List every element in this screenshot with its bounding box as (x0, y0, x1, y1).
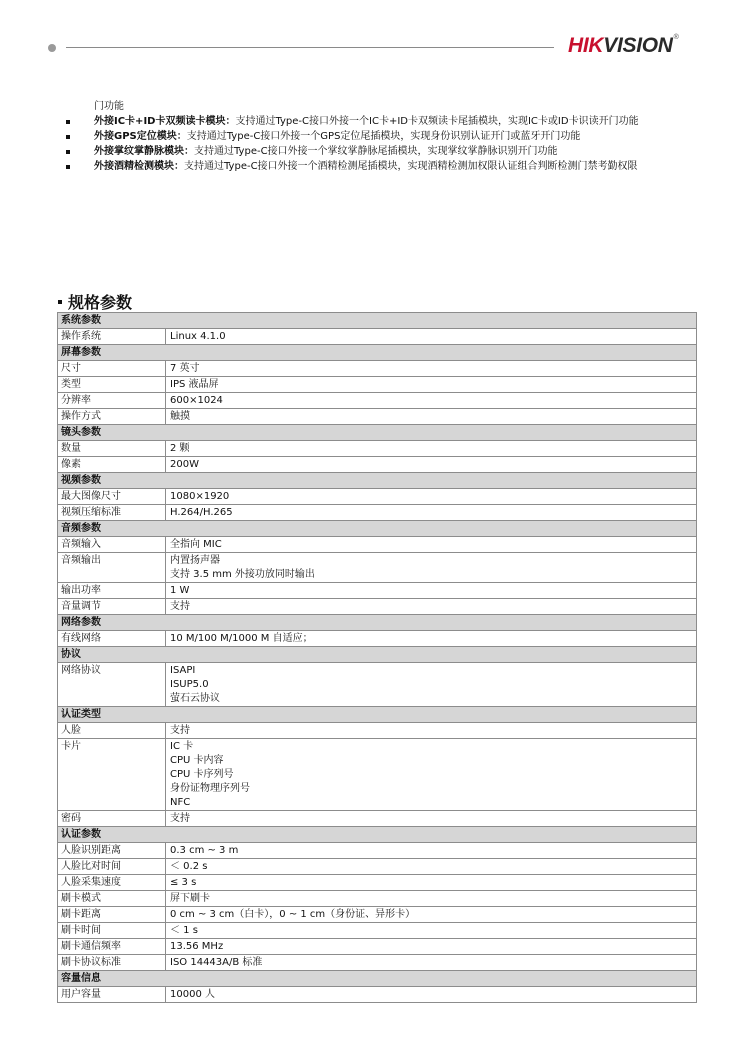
spec-category-label: 视频参数 (58, 473, 697, 489)
spec-value (166, 599, 697, 615)
spec-row (58, 939, 697, 955)
spec-value (166, 457, 697, 473)
spec-value (166, 537, 697, 553)
spec-table (57, 312, 697, 1003)
spec-key: 音频输入 (58, 537, 166, 553)
spec-key: 音量调节 (58, 599, 166, 615)
spec-value-line: 支持 (170, 813, 190, 824)
spec-row (58, 987, 697, 1003)
spec-value (166, 739, 697, 811)
spec-key: 用户容量 (58, 987, 166, 1003)
spec-category-label: 网络参数 (58, 615, 697, 631)
spec-value (166, 955, 697, 971)
spec-value (166, 441, 697, 457)
spec-value-line: NFC (170, 797, 191, 808)
spec-value-line: 10000 人 (170, 989, 215, 1000)
spec-key: 像素 (58, 457, 166, 473)
spec-row (58, 409, 697, 425)
spec-value-line: 200W (170, 459, 199, 470)
spec-row (58, 843, 697, 859)
spec-key: 操作方式 (58, 409, 166, 425)
feature-title: 外接掌纹掌静脉模块： (94, 146, 194, 157)
spec-key: 有线网络 (58, 631, 166, 647)
spec-row (58, 739, 697, 811)
spec-value-line: IC 卡 (170, 741, 194, 752)
spec-value-line: 触摸 (170, 411, 190, 422)
spec-category-row (58, 971, 697, 987)
spec-row (58, 955, 697, 971)
spec-value-line: 10 M/100 M/1000 M 自适应； (170, 633, 313, 644)
spec-category-row (58, 313, 697, 329)
spec-value-line: 身份证物理序列号 (170, 783, 250, 794)
spec-category-row (58, 827, 697, 843)
spec-key: 视频压缩标准 (58, 505, 166, 521)
spec-value-line: 支持 (170, 601, 190, 612)
spec-value-line: ISAPI (170, 665, 196, 676)
spec-row (58, 505, 697, 521)
spec-value (166, 489, 697, 505)
spec-value (166, 875, 697, 891)
spec-row (58, 923, 697, 939)
spec-key: 类型 (58, 377, 166, 393)
spec-value-line: ＜ 0.2 s (170, 861, 208, 872)
spec-row (58, 457, 697, 473)
spec-category-label: 认证参数 (58, 827, 697, 843)
spec-value-line: CPU 卡序列号 (170, 769, 234, 780)
spec-value-line: 屏下刷卡 (170, 893, 210, 904)
spec-category-row (58, 707, 697, 723)
spec-value-line: 600×1024 (170, 395, 223, 406)
spec-category-row (58, 425, 697, 441)
spec-row (58, 583, 697, 599)
square-bullet-icon (66, 165, 70, 169)
spec-value (166, 329, 697, 345)
spec-category-label: 认证类型 (58, 707, 697, 723)
spec-key: 刷卡距离 (58, 907, 166, 923)
square-bullet-icon (66, 120, 70, 124)
spec-value (166, 631, 697, 647)
feature-text: 支持通过Type-C接口外接一个酒精检测尾插模块，实现酒精检测加权限认证组合判断检测门禁考勤权限 (184, 161, 638, 172)
square-bullet-icon (58, 300, 62, 304)
spec-value (166, 923, 697, 939)
spec-row (58, 489, 697, 505)
spec-value (166, 891, 697, 907)
header-dot (48, 44, 56, 52)
spec-key: 刷卡模式 (58, 891, 166, 907)
spec-category-label: 音频参数 (58, 521, 697, 537)
square-bullet-icon (66, 135, 70, 139)
spec-value (166, 907, 697, 923)
spec-row (58, 599, 697, 615)
spec-row (58, 441, 697, 457)
feature-continued-text: 门功能 (94, 101, 124, 112)
spec-row (58, 377, 697, 393)
spec-category-row (58, 473, 697, 489)
spec-row (58, 553, 697, 583)
spec-value-line: H.264/H.265 (170, 507, 233, 518)
spec-value (166, 723, 697, 739)
spec-key: 尺寸 (58, 361, 166, 377)
spec-value (166, 377, 697, 393)
spec-key: 数量 (58, 441, 166, 457)
section-title: 规格参数 (58, 290, 132, 313)
spec-key: 卡片 (58, 739, 166, 811)
spec-value (166, 859, 697, 875)
spec-value (166, 505, 697, 521)
spec-value-line: 萤石云协议 (170, 693, 220, 704)
spec-key: 刷卡通信频率 (58, 939, 166, 955)
feature-text: 支持通过Type-C接口外接一个IC卡+ID卡双频读卡尾插模块，实现IC卡或ID卡识读开门功能 (235, 116, 639, 127)
spec-row (58, 361, 697, 377)
spec-value-line: 1 W (170, 585, 190, 596)
spec-row (58, 811, 697, 827)
spec-row (58, 393, 697, 409)
spec-value-line: 7 英寸 (170, 363, 200, 374)
spec-value-line: 内置扬声器 (170, 555, 220, 566)
spec-key: 网络协议 (58, 663, 166, 707)
spec-value-line: ＜ 1 s (170, 925, 198, 936)
feature-item (64, 144, 674, 159)
feature-item (64, 129, 674, 144)
spec-key: 音频输出 (58, 553, 166, 583)
spec-key: 人脸比对时间 (58, 859, 166, 875)
spec-value (166, 987, 697, 1003)
spec-category-row (58, 345, 697, 361)
spec-row (58, 631, 697, 647)
spec-category-label: 屏幕参数 (58, 345, 697, 361)
spec-key: 人脸采集速度 (58, 875, 166, 891)
spec-value-line: ISUP5.0 (170, 679, 209, 690)
header-rule (66, 47, 554, 48)
spec-value-line: IPS 液晶屏 (170, 379, 219, 390)
spec-key: 人脸识别距离 (58, 843, 166, 859)
spec-category-row (58, 615, 697, 631)
spec-key: 输出功率 (58, 583, 166, 599)
spec-category-row (58, 647, 697, 663)
spec-key: 刷卡协议标准 (58, 955, 166, 971)
square-bullet-icon (66, 150, 70, 154)
feature-title: 外接IC卡+ID卡双频读卡模块： (94, 116, 236, 127)
spec-value-line: 13.56 MHz (170, 941, 224, 952)
spec-category-label: 系统参数 (58, 313, 697, 329)
spec-category-row (58, 521, 697, 537)
spec-category-label: 容量信息 (58, 971, 697, 987)
spec-row (58, 859, 697, 875)
feature-title: 外接酒精检测模块： (94, 161, 184, 172)
spec-value-line: CPU 卡内容 (170, 755, 224, 766)
spec-value (166, 553, 697, 583)
spec-key: 刷卡时间 (58, 923, 166, 939)
feature-text: 支持通过Type-C接口外接一个掌纹掌静脉尾插模块，实现掌纹掌静脉识别开门功能 (194, 146, 558, 157)
feature-item (64, 159, 674, 174)
hikvision-logo: HIKVISION® (568, 34, 679, 57)
spec-value-line: ISO 14443A/B 标准 (170, 957, 263, 968)
spec-row (58, 891, 697, 907)
spec-value-line: 0 cm ~ 3 cm（白卡），0 ~ 1 cm（身份证、异形卡） (170, 909, 416, 920)
feature-item (64, 114, 674, 129)
spec-row (58, 907, 697, 923)
spec-category-label: 协议 (58, 647, 697, 663)
spec-value-line: Linux 4.1.0 (170, 331, 226, 342)
spec-row (58, 537, 697, 553)
spec-row (58, 329, 697, 345)
spec-value (166, 409, 697, 425)
spec-value-line: 支持 3.5 mm 外接功放同时输出 (170, 569, 315, 580)
spec-value-line: 2 颗 (170, 443, 190, 454)
spec-row (58, 663, 697, 707)
spec-value-line: ≤ 3 s (170, 877, 197, 888)
spec-row (58, 723, 697, 739)
spec-key: 最大图像尺寸 (58, 489, 166, 505)
spec-value (166, 393, 697, 409)
spec-value (166, 583, 697, 599)
spec-key: 分辨率 (58, 393, 166, 409)
feature-list (64, 99, 674, 174)
spec-value-line: 支持 (170, 725, 190, 736)
feature-title: 外接GPS定位模块： (94, 131, 187, 142)
spec-key: 密码 (58, 811, 166, 827)
spec-value (166, 663, 697, 707)
spec-value (166, 361, 697, 377)
spec-value-line: 1080×1920 (170, 491, 230, 502)
spec-value-line: 全指向 MIC (170, 539, 222, 550)
spec-key: 操作系统 (58, 329, 166, 345)
spec-value-line: 0.3 cm ~ 3 m (170, 845, 239, 856)
spec-key: 人脸 (58, 723, 166, 739)
spec-category-label: 镜头参数 (58, 425, 697, 441)
feature-text: 支持通过Type-C接口外接一个GPS定位尾插模块，实现身份识别认证开门或蓝牙开门功能 (186, 131, 581, 142)
spec-value (166, 939, 697, 955)
spec-row (58, 875, 697, 891)
spec-value (166, 811, 697, 827)
spec-value (166, 843, 697, 859)
